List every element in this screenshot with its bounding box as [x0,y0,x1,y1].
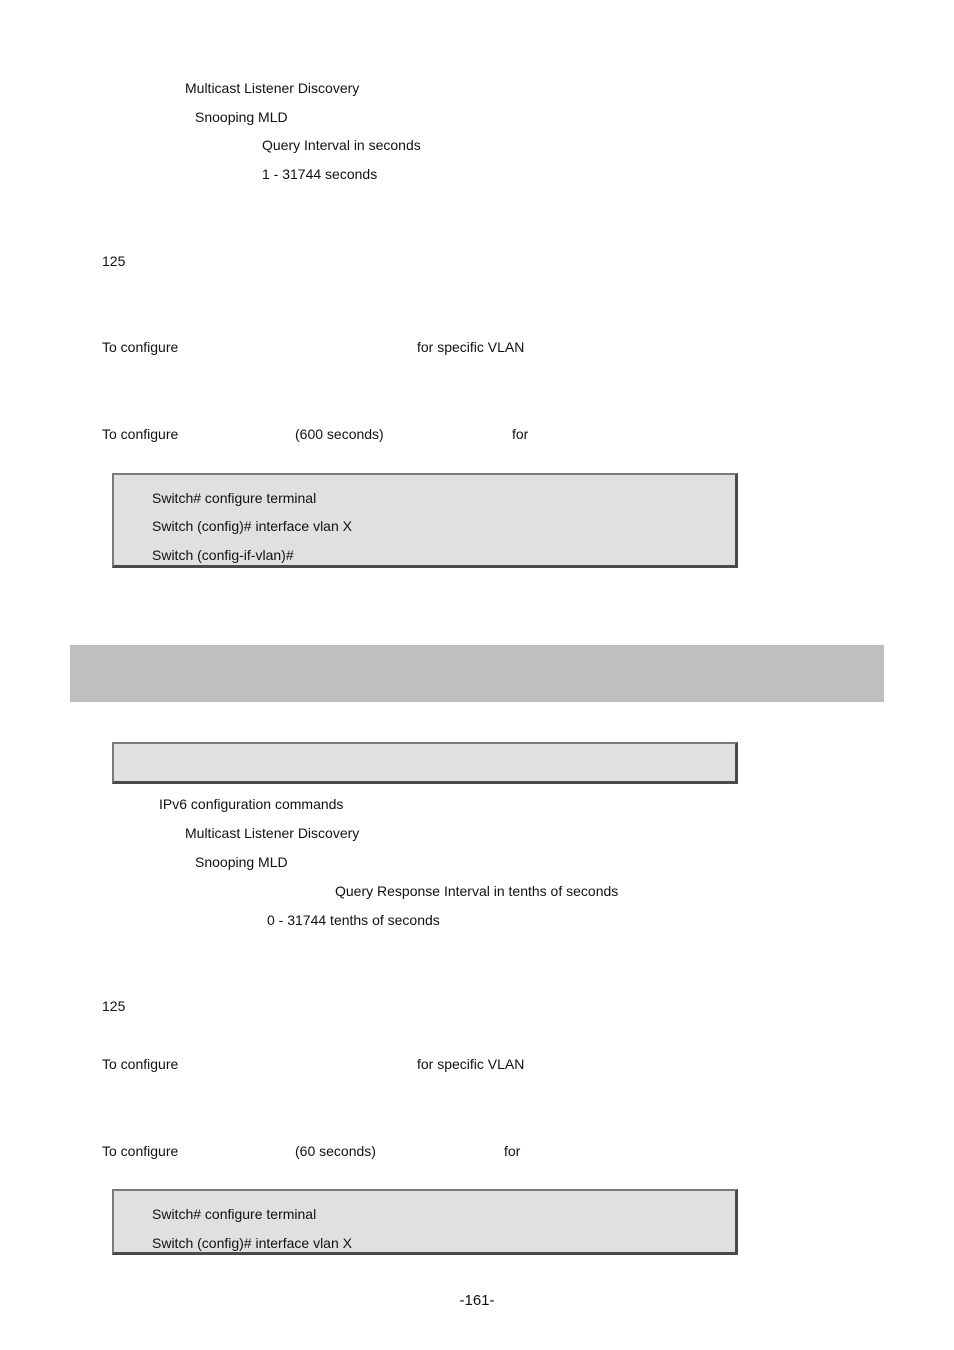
code-line: Switch# configure terminal [152,490,317,506]
page-number: -161- [459,1292,495,1309]
code-line: Switch (config)# interface vlan X [152,1235,352,1251]
example-text-part2: (600 seconds) [295,426,384,442]
example-text-part3: for [504,1143,521,1159]
code-example-box [112,473,738,568]
feature-line: Snooping MLD [195,854,288,870]
default-value: 125 [102,998,126,1014]
default-value: 125 [102,253,126,269]
command-syntax-box [112,742,738,784]
parameter-range: 0 - 31744 tenths of seconds [267,912,440,928]
example-text-part2: (60 seconds) [295,1143,376,1159]
usage-text-part2: for specific VLAN [417,1056,525,1072]
mode-line: Multicast Listener Discovery [185,80,360,96]
code-line: Switch# configure terminal [152,1206,317,1222]
parameter-description: Query Response Interval in tenths of seconds [335,883,619,899]
usage-text-part2: for specific VLAN [417,339,525,355]
usage-text-part1: To configure [102,1056,179,1072]
mode-line: Multicast Listener Discovery [185,825,360,841]
code-example-box [112,1189,738,1255]
example-text-part1: To configure [102,426,179,442]
parameter-range: 1 - 31744 seconds [262,166,378,182]
context-line: IPv6 configuration commands [159,796,344,812]
section-heading-bar [70,645,884,702]
code-line: Switch (config)# interface vlan X [152,518,352,534]
parameter-description: Query Interval in seconds [262,137,421,153]
usage-text-part1: To configure [102,339,179,355]
code-line: Switch (config-if-vlan)# [152,547,294,563]
example-text-part3: for [512,426,529,442]
example-text-part1: To configure [102,1143,179,1159]
feature-line: Snooping MLD [195,109,288,125]
